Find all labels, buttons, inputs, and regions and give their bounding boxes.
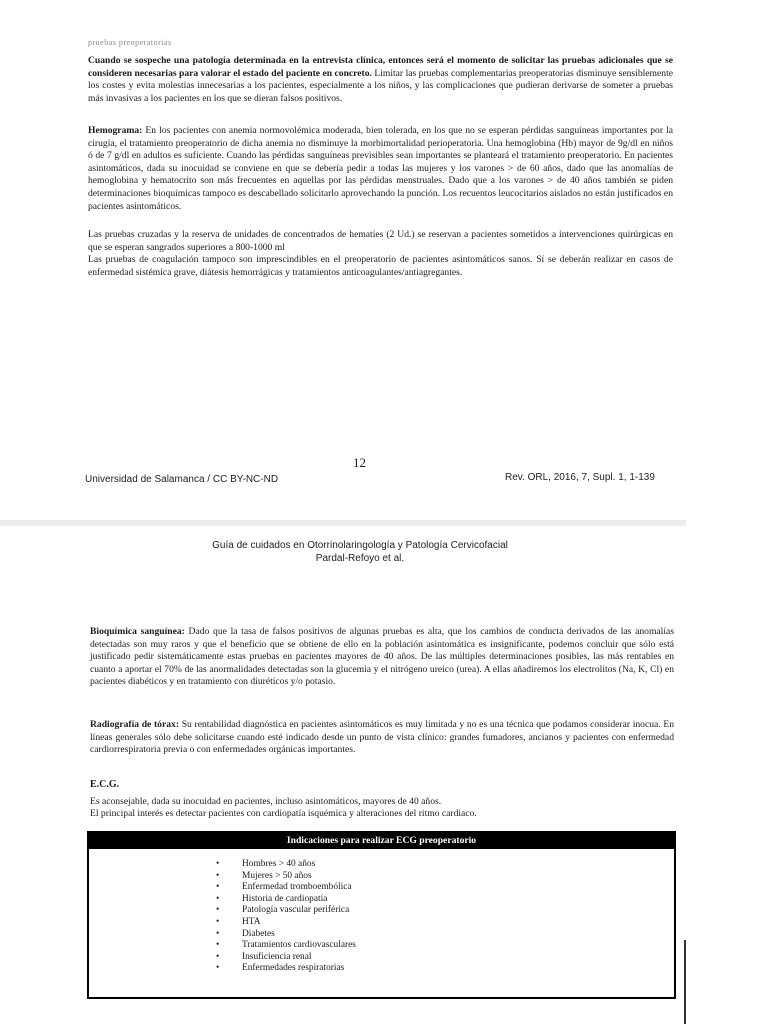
- indication-text: Hombres > 40 años: [242, 859, 316, 869]
- hemograma-label: Hemograma:: [88, 125, 143, 136]
- page-number: 12: [353, 455, 366, 470]
- indication-item: [216, 940, 356, 952]
- hemograma-paragraph: [88, 125, 673, 213]
- indication-item: [216, 952, 356, 964]
- running-header: [150, 539, 570, 565]
- indication-item: [216, 905, 356, 917]
- header-title: Guía de cuidados en Otorrinolaringología y Patología Cervicofacial: [212, 540, 508, 551]
- bullet-icon: •: [216, 859, 220, 869]
- bullet-icon: •: [216, 870, 220, 881]
- cruzadas-paragraph: Las pruebas cruzadas y la reserva de unidades de concentrados de hematíes (2 Ud.) se reservan a pacientes sometidos a intervenciones quirúrgicas en que se esperan sangrados superiores a 800-1000 ml: [88, 229, 673, 253]
- ecg-indications-list: [216, 859, 356, 975]
- indication-item: [216, 917, 356, 929]
- bioquimica-text: Dado que la tasa de falsos positivos de algunas pruebas es alta, que los cambios de conducta derivados de las anomalías detectadas son muy raros y que el beneficio que se obtiene de ello en la población asintomática es insignificante, podemos concluir que sólo está justificado pedir sistemáticamente estas pruebas en pacientes mayores de 40 años. De las múltiples determinaciones posibles, las más rentables en cuanto a aportar el 70% de las anormalidades detectadas son la glucemia y el nitrógeno ureico (urea). A ellas añadiremos los electrolitos (Na, K, Cl) en pacientes diabéticos y en tratamiento con diuréticos y/o potasio.: [90, 626, 675, 688]
- bioquimica-paragraph: [90, 626, 674, 689]
- bullet-icon: •: [216, 882, 220, 893]
- cut-off-text: pruebas preoperatorias: [88, 38, 172, 47]
- ecg-line-1: Es aconsejable, dada su inocuidad en pacientes, incluso asintomáticos, mayores de 40 años.: [90, 796, 442, 807]
- intro-bold-text: Cuando se sospeche una patología determinada en la entrevista clínica, entonces será el momento de solicitar las pruebas adicionales que se consideren necesarias para valorar el estado del paciente en concreto.: [88, 55, 673, 79]
- indication-text: Diabetes: [242, 928, 275, 939]
- coagulacion-paragraph: Las pruebas de coagulación tampoco son imprescindibles en el preoperatorio de pacientes asintomáticos sanos. Sí se deberán realizar en casos de enfermedad sistémica grave, diátesis hemorrágicas y tratamientos anticoagulantes/antiagregantes.: [88, 254, 673, 278]
- indication-text: Tratamientos cardiovasculares: [242, 940, 356, 951]
- ecg-box-title: Indicaciones para realizar ECG preoperatorio: [89, 833, 674, 849]
- bullet-icon: •: [216, 893, 220, 904]
- page-separator: [0, 520, 686, 526]
- indication-item: [216, 882, 356, 894]
- radiografia-paragraph: [90, 719, 674, 757]
- radiografia-text: Su rentabilidad diagnóstica en pacientes asintomáticos es muy limitada y no es una técnica que podamos considerar inocua. En líneas generales sólo debe solicitarse cuando esté indicado desde un punto de vista clínico: grandes fumadores, ancianos y pacientes con enfermedad cardiorrespiratoria previa o con enfermedades orgánicas importantes.: [90, 719, 675, 756]
- indication-text: Insuficiencia renal: [242, 951, 312, 962]
- intro-paragraph: [88, 55, 673, 105]
- bullet-icon: •: [216, 905, 220, 916]
- footer-right: Rev. ORL, 2016, 7, Supl. 1, 1-139: [505, 472, 655, 483]
- indication-item: [216, 859, 356, 871]
- bullet-icon: •: [216, 940, 220, 951]
- bullet-icon: •: [216, 963, 220, 974]
- indication-text: Patología vascular periférica: [242, 905, 350, 916]
- indication-text: Historia de cardiopatía: [242, 893, 328, 904]
- hemograma-text: En los pacientes con anemia normovolémica moderada, bien tolerada, en los que no se esperan pérdidas sanguíneas importantes por la cirugía, el tratamiento preoperatorio de dicha anemia no disminuye la morbimortalidad perioperatoria. Una hemoglobina (Hb) mayor de 9g/dl en niños ó de 7 g/dl en adultos es suficiente. Cuando las pérdidas sanguíneas previsibles sean importantes se planteará el tratamiento preoperatorio. En pacientes asintomáticos, dada su inocuidad se conviene en que se debería pedir a todas las mujeres y los varones > de 60 años, dado que las anomalías de hemoglobina y hematocrito son más frecuentes en aquellas por las pérdidas menstruales. Dado que a los varones > de 40 años también se piden determinaciones bioquímicas tampoco es descabellado solicitarlo aprovechando la punción. Los recuentos leucocitarios aislados no están justificados en pacientes asintomáticos.: [88, 125, 673, 212]
- indication-item: [216, 963, 356, 975]
- ecg-line-2: El principal interés es detectar pacientes con cardiopatía isquémica y alteraciones del ritmo cardiaco.: [90, 808, 477, 819]
- header-authors: Pardal-Refoyo et al.: [315, 553, 405, 564]
- indication-text: HTA: [242, 916, 261, 927]
- bullet-icon: •: [216, 928, 220, 939]
- indication-text: Enfermedades respiratorias: [242, 963, 345, 974]
- radiografia-label: Radiografía de tórax:: [90, 719, 180, 730]
- bullet-icon: •: [216, 951, 220, 962]
- indication-text: Enfermedad tromboembólica: [242, 882, 352, 893]
- bullet-icon: •: [216, 916, 220, 927]
- page-edge: [684, 940, 686, 1024]
- ecg-indications-box: [87, 831, 676, 999]
- indication-item: [216, 894, 356, 906]
- indication-item: [216, 871, 356, 883]
- indication-text: Mujeres > 50 años: [242, 870, 312, 881]
- ecg-heading: E.C.G.: [90, 779, 120, 790]
- intro-text: Limitar las pruebas complementarias preoperatorias disminuye sensiblemente los costes y evita molestias innecesarias a los pacientes, especialmente a los niños, y las complicaciones que pudieran derivarse de someter a pruebas más invasivas a los pacientes en los que se dieran falsos positivos.: [88, 67, 673, 104]
- indication-item: [216, 929, 356, 941]
- bioquimica-label: Bioquímica sanguínea:: [90, 626, 185, 637]
- footer-left: Universidad de Salamanca / CC BY-NC-ND: [85, 474, 279, 485]
